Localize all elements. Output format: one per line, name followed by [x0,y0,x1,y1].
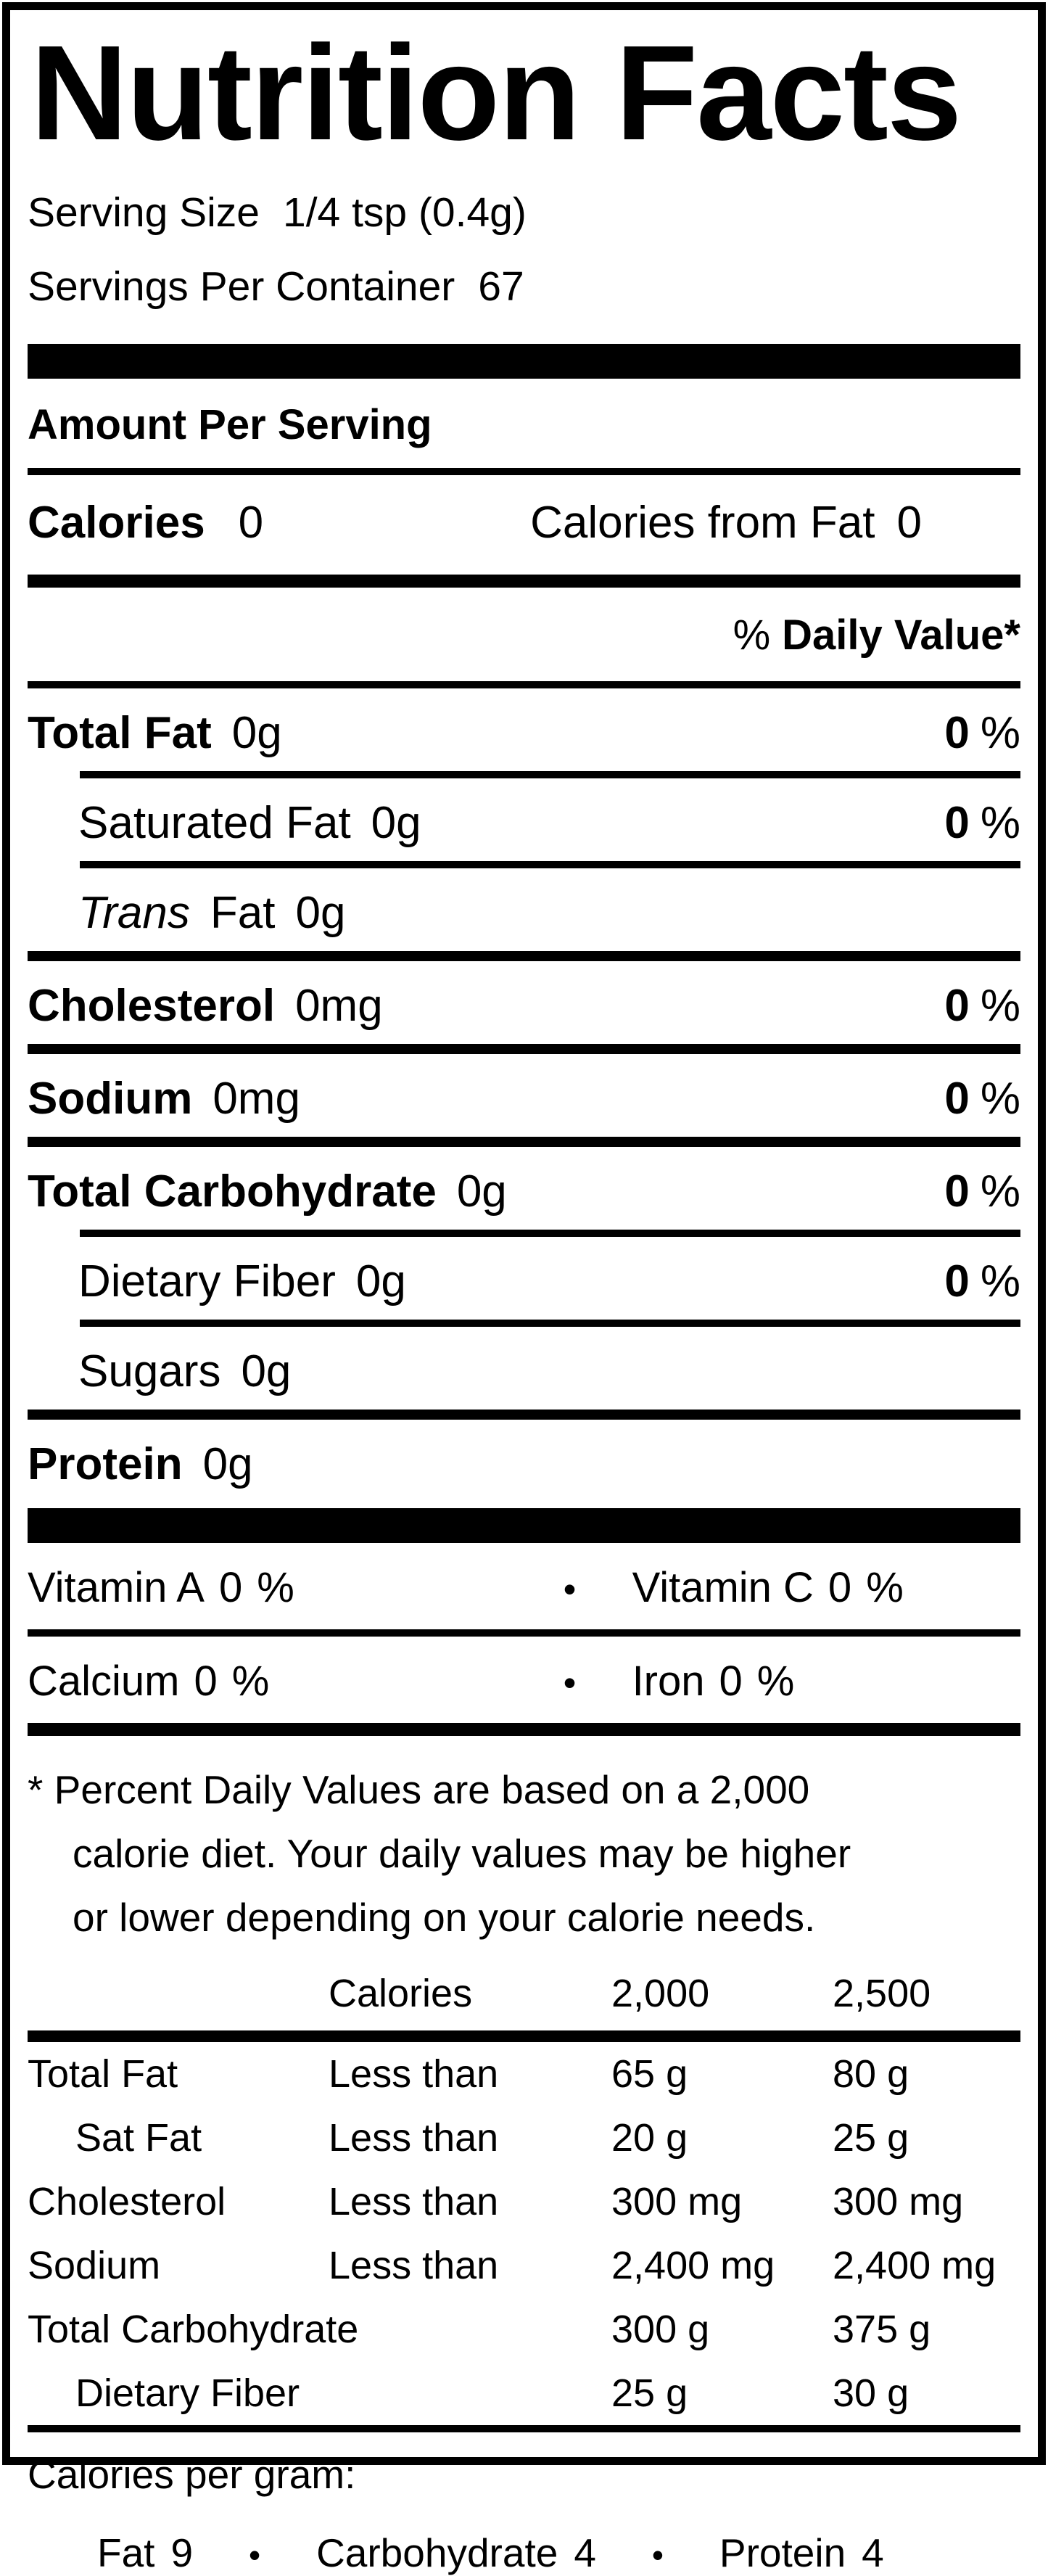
nutrient-amount: 0g [202,1439,253,1489]
cpg-label: Carbohydrate [316,2530,558,2575]
value-2000: 300 g [611,2307,710,2351]
sodium-row [28,1054,1020,1137]
divider [28,2030,1020,2042]
dv-percent-sign: % [980,1256,1020,1306]
nutrient-label: Total Carbohydrate [28,1166,437,1217]
value-2500: 375 g [833,2307,931,2351]
dv-number: 0 [944,707,970,758]
calcium-iron-row [28,1637,1020,1723]
dv-percent-sign: % [980,707,1020,758]
nutrient-amount: 0g [295,887,346,938]
value-2500: 300 mg [833,2179,964,2223]
vitamin-value: 0 [194,1657,218,1705]
protein-per-gram [719,2530,884,2576]
empty-cell [28,1971,329,2016]
row-label: Sodium [28,2243,161,2287]
daily-value-cell [944,1166,1020,1217]
servings-per-container-value: 67 [478,263,524,310]
nutrient-label: Sugars [78,1346,221,1396]
row-qualifier: Less than [329,2243,499,2287]
daily-value-cell [944,797,1020,849]
row-qualifier: Less than [329,2115,499,2160]
nutrient-label: Fat [210,887,276,938]
dv-row-dietary-fiber [28,2361,1020,2425]
value-2500: 30 g [833,2371,909,2415]
nutrient-amount: 0g [241,1346,292,1396]
cholesterol-row [28,961,1020,1044]
nutrient-label: Sodium [28,1073,193,1124]
calories-cell [28,497,263,548]
daily-value-header [28,611,1020,659]
vitamin-a-item [28,1563,554,1612]
cpg-label: Fat [97,2530,155,2575]
vitamin-a-c-row [28,1543,1020,1629]
value-2000: 65 g [611,2052,688,2096]
vitamin-percent-sign: % [231,1657,270,1705]
nutrient-label: Protein [28,1439,183,1489]
vitamin-label: Vitamin C [632,1563,814,1611]
vitamin-value: 0 [218,1563,243,1611]
nutrient-label: Total Fat [28,707,212,758]
dv-row-sat-fat [28,2106,1020,2170]
divider [28,1410,1020,1420]
label-title: Nutrition Facts [30,18,961,168]
vitamin-label: Iron [632,1657,705,1705]
dv-percent-sign: % [980,797,1020,848]
footnote-line: calorie diet. Your daily values may be higher [73,1830,851,1876]
cpg-value: 4 [574,2530,596,2575]
vitamin-label: Calcium [28,1657,180,1705]
dv-row-total-carbohydrate [28,2297,1020,2361]
carbohydrate-per-gram [316,2530,596,2576]
calories-column-header: Calories [329,1971,473,2015]
serving-size-value: 1/4 tsp (0.4g) [283,189,527,236]
dv-number: 0 [944,1256,970,1306]
calories-value: 0 [238,497,264,548]
footnote-line: or lower depending on your calorie needs. [73,1894,816,1940]
protein-row [28,1420,1020,1502]
divider [80,861,1020,868]
nutrient-amount: 0g [355,1256,406,1306]
separator-band [28,344,1020,379]
value-2000: 300 mg [611,2179,743,2223]
divider [28,1629,1020,1637]
dv-row-cholesterol [28,2170,1020,2234]
divider [28,1137,1020,1147]
value-2000: 20 g [611,2115,688,2160]
dv-row-sodium [28,2234,1020,2297]
iron-item [586,1657,795,1705]
vitamin-c-item [586,1563,904,1612]
saturated-fat-row [28,778,1020,861]
dv-number: 0 [944,980,970,1031]
dv-number: 0 [944,797,970,848]
divider [80,1230,1020,1237]
serving-size-label: Serving Size [28,189,260,236]
calories-from-fat-label: Calories from Fat [530,497,875,548]
total-fat-row [28,688,1020,771]
dv-table-header-row [28,1961,1020,2030]
value-2500: 25 g [833,2115,909,2160]
value-2000: 25 g [611,2371,688,2415]
divider [28,2425,1020,2432]
divider [28,951,1020,961]
bullet-separator: • [651,2535,664,2574]
daily-value-cell [944,1256,1020,1307]
percent-sign: % [733,611,771,659]
calories-per-gram-values [28,2530,1020,2576]
divider [80,771,1020,778]
divider [28,468,1020,475]
divider [28,1723,1020,1736]
daily-value-cell [944,1073,1020,1124]
dv-percent-sign: % [980,1166,1020,1217]
sugars-row [28,1327,1020,1410]
value-2500: 80 g [833,2052,909,2096]
vitamin-value: 0 [828,1563,852,1611]
nutrient-label-italic: Trans [78,887,190,938]
vitamin-percent-sign: % [756,1657,795,1705]
dv-percent-sign: % [980,980,1020,1031]
daily-value-cell [944,707,1020,759]
daily-values-reference-table [28,1961,1020,2425]
nutrient-amount: 0mg [213,1073,300,1124]
row-qualifier: Less than [329,2179,499,2223]
dv-number: 0 [944,1166,970,1217]
calories-row [28,497,1020,548]
divider [28,1044,1020,1054]
separator-band [28,1508,1020,1543]
nutrient-amount: 0mg [295,980,383,1031]
row-label: Total Carbohydrate [28,2307,359,2351]
row-label: Dietary Fiber [75,2371,300,2415]
footnote-line: * Percent Daily Values are based on a 2,000 [28,1766,810,1812]
column-2000-header: 2,000 [611,1971,710,2015]
value-2500: 2,400 mg [833,2243,997,2287]
serving-size-row [28,189,1020,236]
bullet-separator: • [249,2535,261,2574]
servings-per-container-row [28,263,1020,310]
vitamin-label: Vitamin A [28,1563,205,1611]
row-label: Sat Fat [75,2115,202,2160]
row-qualifier [329,2371,611,2416]
row-label: Cholesterol [28,2179,226,2223]
divider [80,1320,1020,1327]
calories-from-fat-cell [530,497,922,548]
column-2500-header: 2,500 [833,1971,931,2015]
daily-value-cell [944,980,1020,1032]
trans-fat-row [28,868,1020,951]
dv-row-total-fat [28,2042,1020,2106]
amount-per-serving-heading: Amount Per Serving [28,400,432,448]
divider [28,681,1020,688]
vitamin-percent-sign: % [866,1563,904,1611]
bullet-separator: • [563,1662,577,1703]
calories-label: Calories [28,497,205,548]
dietary-fiber-row [28,1237,1020,1320]
cpg-value: 4 [862,2530,884,2575]
dv-percent-sign: % [980,1073,1020,1124]
nutrient-amount: 0g [231,707,282,758]
total-carbohydrate-row [28,1147,1020,1230]
servings-per-container-label: Servings Per Container [28,263,455,310]
nutrient-label: Saturated Fat [78,797,351,848]
nutrient-label: Dietary Fiber [78,1256,336,1306]
nutrition-facts-label [2,2,1046,2575]
daily-value-header-text: Daily Value* [782,611,1020,659]
value-2000: 2,400 mg [611,2243,775,2287]
footnote [28,1758,1020,1949]
row-label: Total Fat [28,2052,178,2096]
fat-per-gram [97,2530,193,2576]
dv-number: 0 [944,1073,970,1124]
nutrient-amount: 0g [456,1166,507,1217]
vitamin-percent-sign: % [257,1563,294,1611]
divider [28,575,1020,588]
cpg-value: 9 [170,2530,194,2575]
row-qualifier: Less than [329,2052,499,2096]
cpg-label: Protein [719,2530,846,2575]
calories-from-fat-value: 0 [896,497,922,548]
nutrient-amount: 0g [371,797,421,848]
row-qualifier [329,2307,611,2352]
calories-per-gram-heading: Calories per gram: [28,2451,356,2497]
vitamin-value: 0 [719,1657,743,1705]
bullet-separator: • [563,1568,577,1610]
nutrient-label: Cholesterol [28,980,276,1031]
calcium-item [28,1657,554,1705]
